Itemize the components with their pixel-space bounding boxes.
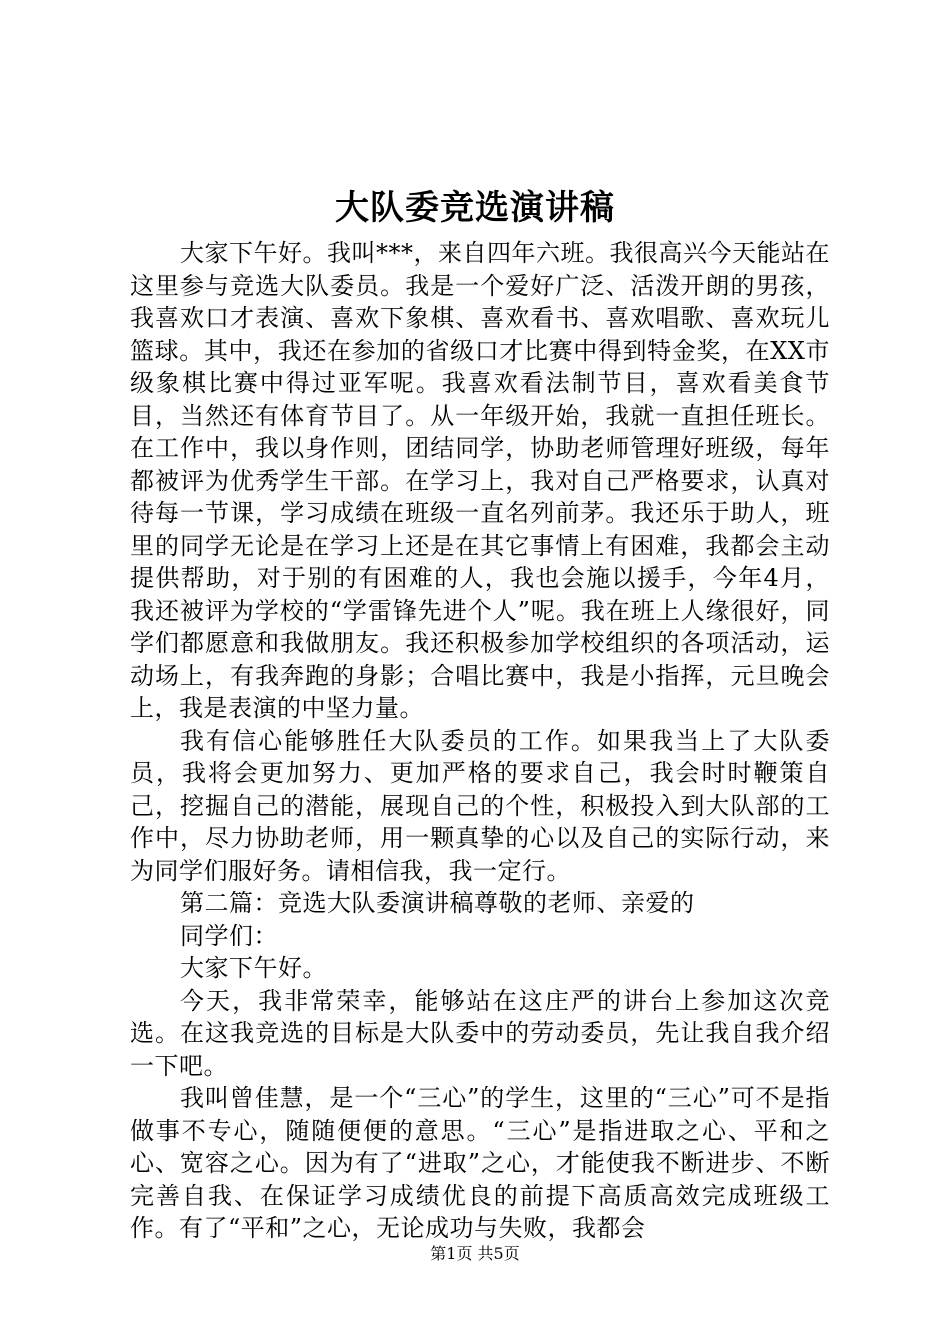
greeting: 大家下午好。	[180, 954, 327, 982]
section-heading-2: 第二篇：竞选大队委演讲稿尊敬的老师、亲爱的	[180, 889, 695, 917]
page-footer: 第1页 共5页	[430, 1244, 520, 1263]
salutation: 同学们：	[180, 921, 278, 950]
paragraph-3: 今天，我非常荣幸，能够站在这庄严的讲台上参加这次竞选。在这我竞选的目标是大队委中的劳动委员，先让我自我介绍一下吧。	[130, 986, 830, 1080]
paragraph-4: 我叫曾佳慧，是一个“三心”的学生，这里的“三心”可不是指做事不专心，随随便便的意思。“三心”是指进取之心、平和之心、宽容之心。因为有了“进取”之心，才能使我不断进步、不断完善自我、在保证学习成绩优良的前提下高质高效完成班级工作。有了“平和”之心，无论成功与失败，我都会	[130, 1084, 830, 1242]
document-title: 大队委竞选演讲稿	[335, 188, 615, 228]
document-body	[130, 237, 830, 1245]
paragraph-2: 我有信心能够胜任大队委员的工作。如果我当上了大队委员，我将会更加努力、更加严格的要求自己，我会时时鞭策自己，挖掘自己的潜能，展现自己的个性，积极投入到大队部的工作中，尽力协助老师，用一颗真挚的心以及自己的实际行动，来为同学们服好务。请相信我，我一定行。	[130, 726, 830, 885]
paragraph-1: 大家下午好。我叫***，来自四年六班。我很高兴今天能站在这里参与竞选大队委员。我是一个爱好广泛、活泼开朗的男孩，我喜欢口才表演、喜欢下象棋、喜欢看书、喜欢唱歌、喜欢玩儿篮球。其中，我还在参加的省级口才比赛中得到特金奖，在XX市级象棋比赛中得过亚军呢。我喜欢看法制节目，喜欢看美食节目，当然还有体育节目了。从一年级开始，我就一直担任班长。在工作中，我以身作则，团结同学，协助老师管理好班级，每年都被评为优秀学生干部。在学习上，我对自己严格要求，认真对待每一节课，学习成绩在班级一直名列前茅。我还乐于助人，班里的同学无论是在学习上还是在其它事情上有困难，我都会主动提供帮助，对于别的有困难的人，我也会施以援手，今年4月，我还被评为学校的“学雷锋先进个人”呢。我在班上人缘很好，同学们都愿意和我做朋友。我还积极参加学校组织的各项活动，运动场上，有我奔跑的身影；合唱比赛中，我是小指挥，元旦晚会上，我是表演的中坚力量。	[130, 239, 830, 722]
